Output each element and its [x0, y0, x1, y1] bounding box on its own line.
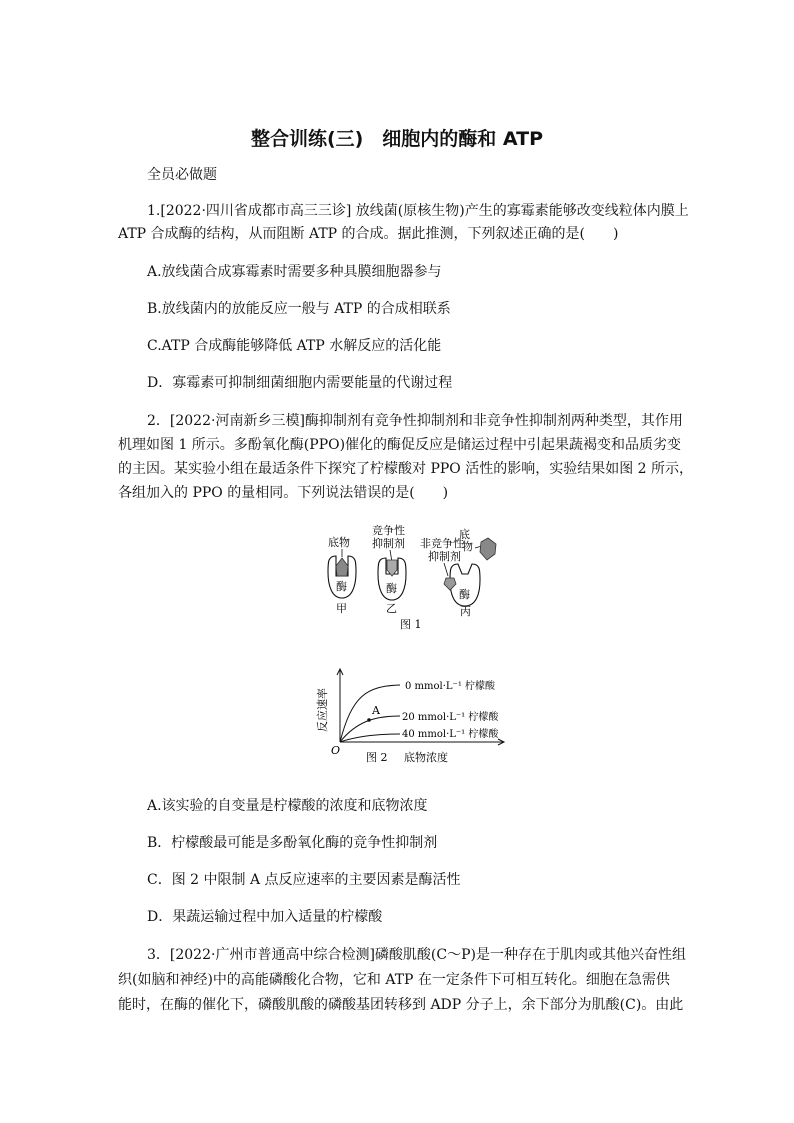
- curve-label-40-mmol: 40 mmol·L⁻¹ 柠檬酸: [402, 729, 499, 740]
- q2-option-c: C．图 2 中限制 A 点反应速率的主要因素是酶活性: [147, 872, 461, 888]
- q2-stem-line-4: 各组加入的 PPO 的量相同。下列说法错误的是( ): [118, 485, 449, 501]
- q1-stem-line-1: 1.[2022·四川省成都市高三三诊] 放线菌(原核生物)产生的寡霉素能够改变线粒体内膜上: [147, 203, 689, 219]
- q3-stem-line-3: 能时，在酶的催化下，磷酸肌酸的磷酸基团转移到 ADP 分子上，余下部分为肌酸(C)。由此: [118, 997, 684, 1013]
- substrate-c-shape: [480, 538, 496, 560]
- fig1-competitive-label-1: 竞争性: [372, 524, 405, 537]
- fig1-caption: 图 1: [400, 618, 422, 631]
- fig1-panel-b-label: 乙: [386, 602, 397, 615]
- q1-option-b: B.放线菌内的放能反应一般与 ATP 的合成相联系: [147, 301, 451, 317]
- q2-option-d: D．果蔬运输过程中加入适量的柠檬酸: [147, 909, 383, 925]
- figure-1-diagram: [320, 520, 510, 635]
- q2-stem-line-1: 2．[2022·河南新乡三模]酶抑制剂有竞争性抑制剂和非竞争性抑制剂两种类型，其作用: [147, 413, 683, 429]
- noncompetitive-inhibitor-shape: [444, 578, 456, 590]
- q2-stem-line-2: 机理如图 1 所示。多酚氧化酶(PPO)催化的酶促反应是储运过程中引起果蔬褐变和品质劣变: [118, 437, 682, 453]
- fig1-noncompetitive-label-2: 抑制剂: [428, 550, 461, 563]
- q1-option-a: A.放线菌合成寡霉素时需要多种具膜细胞器参与: [147, 264, 442, 280]
- origin-label: O: [331, 744, 341, 757]
- q2-option-b: B．柠檬酸最可能是多酚氧化酶的竞争性抑制剂: [147, 835, 438, 851]
- section-label: 全员必做题: [147, 167, 217, 183]
- fig1-noncompetitive-label-1: 非竞争性: [420, 537, 464, 550]
- substrate-a-shape: [336, 558, 348, 576]
- point-a-label: A: [372, 704, 380, 717]
- y-axis-label: 反应速率: [316, 688, 329, 732]
- fig1-competitive-label-2: 抑制剂: [372, 537, 405, 550]
- fig1-panel-c-label: 丙: [460, 605, 471, 618]
- q3-stem-line-1: 3．[2022·广州市普通高中综合检测]磷酸肌酸(C～P)是一种存在于肌肉或其他兴奋性组: [147, 947, 686, 963]
- curve-label-0-mmol: 0 mmol·L⁻¹ 柠檬酸: [405, 681, 496, 692]
- x-axis-label: 底物浓度: [404, 751, 448, 764]
- fig2-caption: 图 2: [366, 751, 388, 764]
- fig1-substrate-label: 底物: [328, 536, 350, 549]
- q1-stem-line-2: ATP 合成酶的结构，从而阻断 ATP 的合成。据此推测，下列叙述正确的是( ): [118, 226, 619, 242]
- page-title: 整合训练(三) 细胞内的酶和 ATP: [250, 128, 544, 150]
- q2-stem-line-3: 的主因。某实验小组在最适条件下探究了柠檬酸对 PPO 活性的影响，实验结果如图 2 所示，: [118, 461, 694, 477]
- point-a-marker: [367, 718, 371, 722]
- curve-label-20-mmol: 20 mmol·L⁻¹ 柠檬酸: [402, 712, 499, 723]
- curve-0-mmol: [340, 685, 400, 742]
- q1-option-d: D．寡霉素可抑制细菌细胞内需要能量的代谢过程: [147, 375, 453, 391]
- fig1-panel-a-label: 甲: [336, 602, 347, 615]
- fig1-substrate-label-c2: 物: [462, 540, 473, 553]
- q2-option-a: A.该实验的自变量是柠檬酸的浓度和底物浓度: [147, 798, 428, 814]
- fig1-substrate-label-c1: 底: [459, 528, 470, 541]
- fig1-enzyme-label-a: 酶: [336, 580, 347, 593]
- figure-2-chart: [314, 666, 514, 768]
- fig1-enzyme-label-b: 酶: [386, 582, 397, 595]
- q3-stem-line-2: 织(如脑和神经)中的高能磷酸化合物，它和 ATP 在一定条件下可相互转化。细胞在急需供: [118, 972, 670, 988]
- q1-option-c: C.ATP 合成酶能够降低 ATP 水解反应的活化能: [147, 338, 442, 354]
- curve-40-mmol: [340, 734, 400, 742]
- fig1-enzyme-label-c: 酶: [459, 588, 470, 601]
